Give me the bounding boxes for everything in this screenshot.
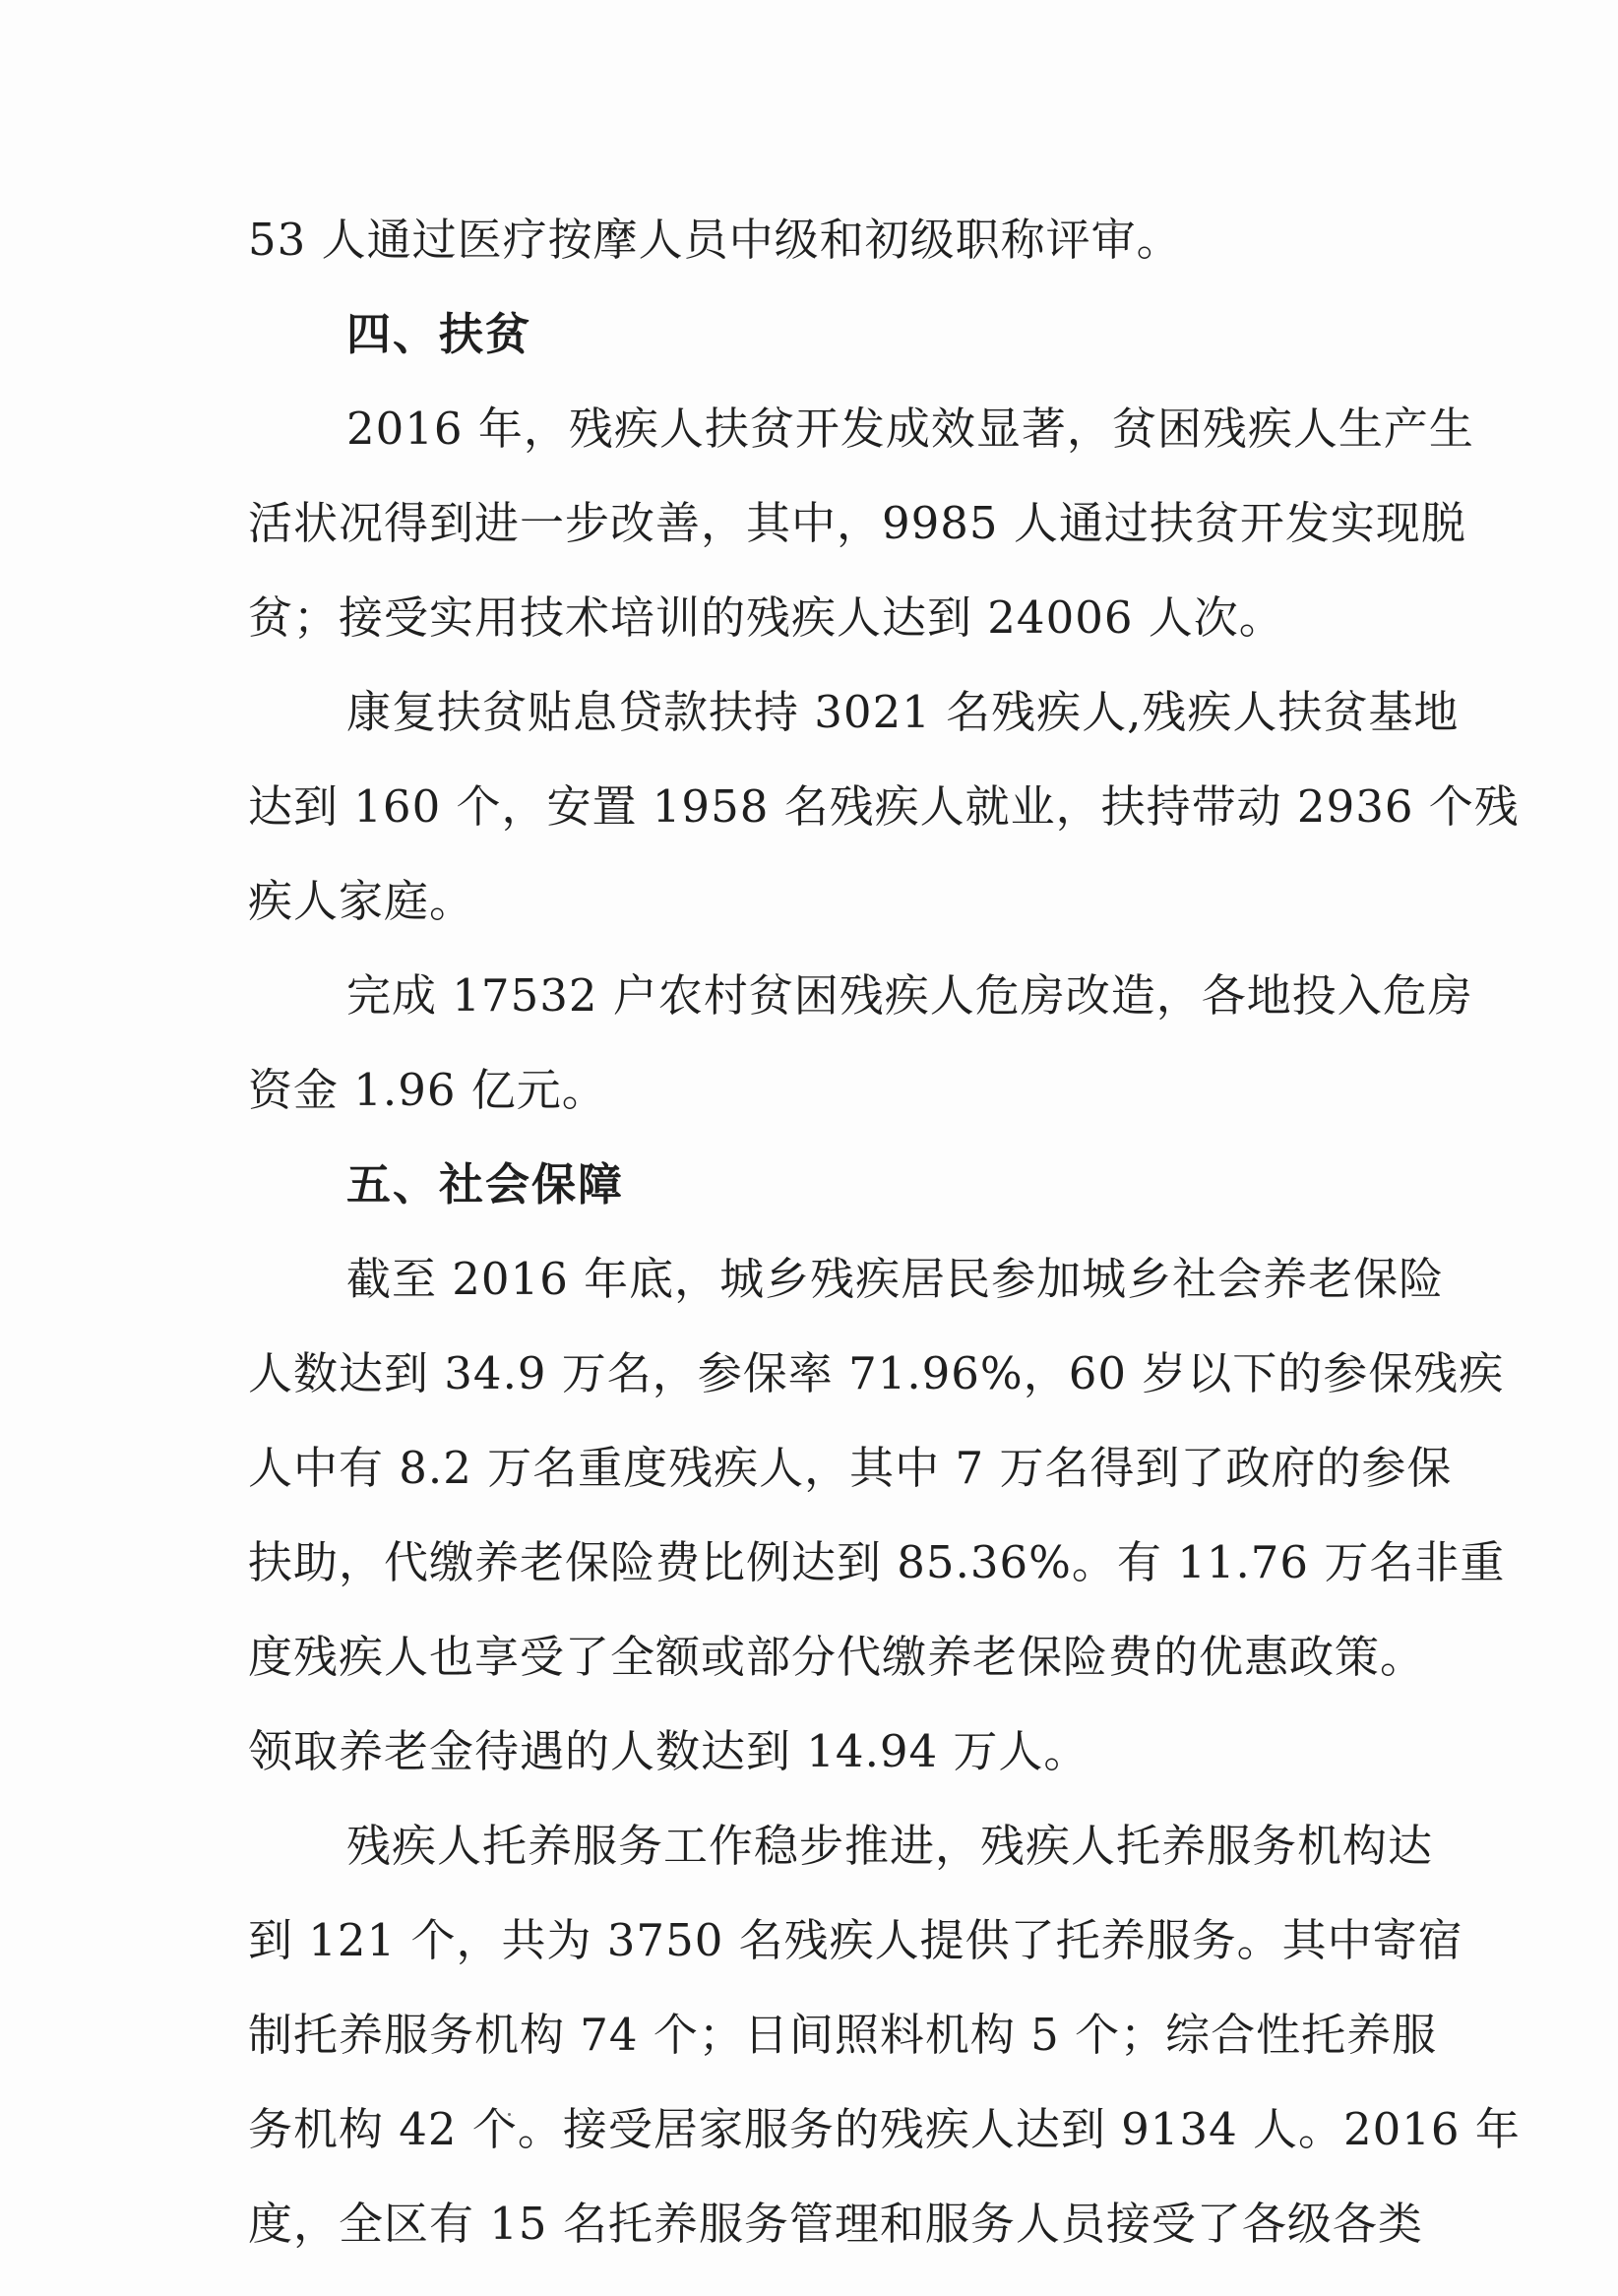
text-lines — [248, 193, 1521, 2271]
paragraph-line: 53 人通过医疗按摩人员中级和初级职称评审。 — [248, 214, 1182, 266]
paragraph-line: 人中有 8.2 万名重度残疾人，其中 7 万名得到了政府的参保 — [248, 1442, 1453, 1494]
paragraph-first-line: 残疾人托养服务工作稳步推进，残疾人托养服务机构达 — [346, 1820, 1434, 1872]
paragraph-line: 务机构 42 个。接受居家服务的残疾人达到 9134 人。2016 年 — [248, 2103, 1521, 2155]
paragraph-line: 制托养服务机构 74 个；日间照料机构 5 个；综合性托养服 — [248, 2009, 1438, 2061]
paragraph-first-line: 康复扶贫贴息贷款扶持 3021 名残疾人,残疾人扶贫基地 — [346, 686, 1460, 738]
document-body — [248, 193, 1521, 2271]
paragraph-first-line: 完成 17532 户农村贫困残疾人危房改造，各地投入危房 — [346, 969, 1473, 1022]
paragraph-line: 度，全区有 15 名托养服务管理和服务人员接受了各级各类 — [248, 2198, 1423, 2250]
paragraph-first-line: 2016 年，残疾人扶贫开发成效显著，贫困残疾人生产生 — [346, 403, 1474, 455]
paragraph-line: 人数达到 34.9 万名，参保率 71.96%，60 岁以下的参保残疾 — [248, 1347, 1505, 1399]
paragraph-line: 扶助，代缴养老保险费比例达到 85.36%。有 11.76 万名非重 — [248, 1536, 1506, 1588]
section-heading: 四、扶贫 — [346, 308, 532, 360]
paragraph-line: 贫；接受实用技术培训的残疾人达到 24006 人次。 — [248, 591, 1284, 644]
paragraph-line: 度残疾人也享受了全额或部分代缴养老保险费的优惠政策。 — [248, 1631, 1426, 1683]
section-heading: 五、社会保障 — [346, 1158, 625, 1210]
paragraph-line: 资金 1.96 亿元。 — [248, 1064, 607, 1116]
paragraph-line: 领取养老金待遇的人数达到 14.94 万人。 — [248, 1725, 1089, 1777]
paragraph-line: 达到 160 个，安置 1958 名残疾人就业，扶持带动 2936 个残 — [248, 780, 1520, 833]
paragraph-first-line: 截至 2016 年底，城乡残疾居民参加城乡社会养老保险 — [346, 1253, 1445, 1305]
paragraph-line: 活状况得到进一步改善，其中，9985 人通过扶贫开发实现脱 — [248, 497, 1466, 549]
paragraph-line: 疾人家庭。 — [248, 875, 475, 927]
paragraph-line: 到 121 个，共为 3750 名残疾人提供了托养服务。其中寄宿 — [248, 1914, 1463, 1966]
